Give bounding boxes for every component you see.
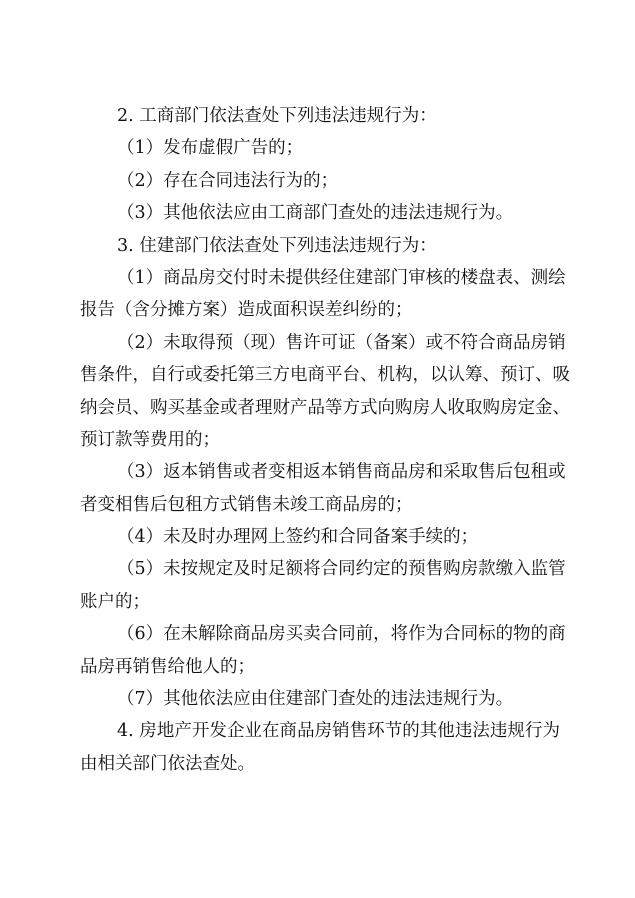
document-body (80, 100, 570, 780)
housing-item-6-line-2: 品房再销售给他人的； (80, 656, 255, 677)
housing-item-2-line-2: 售条件，自行或委托第三方电商平台、机构，以认筹、预订、吸 (80, 365, 570, 386)
section-heading-housing: 3. 住建部门依法查处下列违法违规行为： (117, 235, 437, 256)
commerce-item-2: （2）存在合同违法行为的； (117, 170, 339, 191)
housing-item-4: （4）未及时办理网上签约和合同备案手续的； (117, 527, 479, 548)
commerce-item-1: （1）发布虚假广告的； (117, 138, 304, 159)
housing-item-5-line-2: 账户的； (80, 591, 150, 612)
commerce-item-3: （3）其他依法应由工商部门查处的违法违规行为。 (117, 203, 514, 224)
section-4-line-2: 由相关部门依法查处。 (80, 753, 255, 774)
housing-item-7: （7）其他依法应由住建部门查处的违法违规行为。 (117, 689, 514, 710)
section-heading-commerce: 2. 工商部门依法查处下列违法违规行为： (117, 106, 437, 126)
housing-item-2-line-3: 纳会员、购买基金或者理财产品等方式向购房人收取购房定金、 (80, 397, 570, 418)
housing-item-5-line-1: （5）未按规定及时足额将合同约定的预售购房款缴入监管 (117, 559, 566, 580)
housing-item-6-line-1: （6）在未解除商品房买卖合同前，将作为合同标的物的商 (117, 624, 566, 645)
section-4-line-1: 4. 房地产开发企业在商品房销售环节的其他违法违规行为 (117, 721, 560, 742)
housing-item-1-line-2: 报告（含分摊方案）造成面积误差纠纷的； (80, 300, 413, 321)
housing-item-3-line-1: （3）返本销售或者变相返本销售商品房和采取售后包租或 (117, 462, 566, 483)
housing-item-3-line-2: 者变相售后包租方式销售未竣工商品房的； (80, 494, 413, 515)
housing-item-2-line-1: （2）未取得预（现）售许可证（备案）或不符合商品房销 (117, 332, 566, 353)
housing-item-2-line-4: 预订款等费用的； (80, 429, 220, 450)
housing-item-1-line-1: （1）商品房交付时未提供经住建部门审核的楼盘表、测绘 (117, 267, 566, 288)
